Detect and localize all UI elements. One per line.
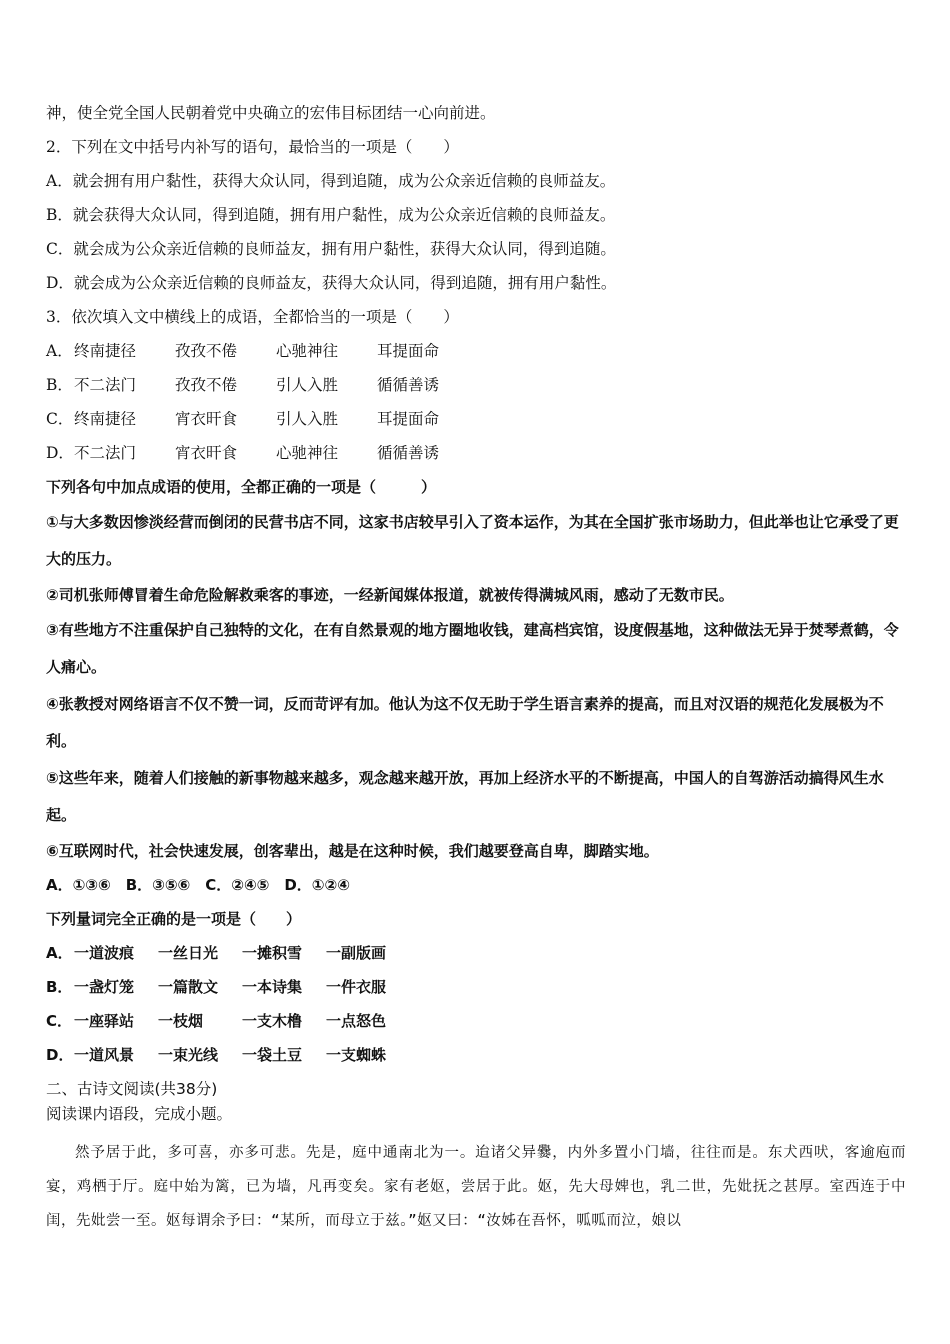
option-word: 循循善诱	[377, 376, 440, 394]
question-stem: 2．下列在文中括号内补写的语句，最恰当的一项是（ ）	[46, 138, 459, 156]
option-word: 循循善诱	[377, 444, 440, 462]
option-word: 一支木橹	[242, 1012, 303, 1030]
option-word: 一束光线	[158, 1046, 219, 1064]
option-word: 孜孜不倦	[175, 342, 238, 360]
sentence-2: ②司机张师傅冒着生命危险解救乘客的事迹，一经新闻媒体报道，就被传得满城风雨，感动了无数市民。	[46, 586, 734, 604]
option-word: 一丝日光	[158, 944, 219, 962]
option-a	[46, 334, 906, 368]
option-word: 一摊积雪	[242, 944, 303, 962]
answer-options: A．①③⑥ B．③⑤⑥ C．②④⑤ D．①②④	[46, 876, 350, 894]
option-word: 一座驿站	[74, 1012, 135, 1030]
option-label: D．	[46, 1046, 74, 1064]
option-label: D．	[46, 444, 74, 462]
option-label: A．	[46, 342, 73, 360]
option-word: 终南捷径	[74, 342, 137, 360]
option-word: 引人入胜	[276, 376, 339, 394]
option-word: 孜孜不倦	[175, 376, 238, 394]
option-a: A．就会拥有用户黏性，获得大众认同，得到追随，成为公众亲近信赖的良师益友。	[46, 172, 616, 190]
sentence-5: ⑤这些年来，随着人们接触的新事物越来越多，观念越来越开放，再加上经济水平的不断提高，中国人的自驾游活动搞得风生水起。	[46, 769, 884, 824]
option-c	[46, 402, 906, 436]
option-word: 终南捷径	[74, 410, 137, 428]
option-a	[46, 936, 906, 970]
classical-passage: 然予居于此，多可喜，亦多可悲。先是，庭中通南北为一。迨诸父异爨，内外多置小门墙，往往而是。东犬西吠，客逾庖而宴，鸡栖于厅。庭中始为篱，已为墙，凡再变矣。家有老妪，尝居于此。妪，先大母婢也，乳二世，先妣抚之甚厚。室西连于中闺，先妣尝一至。妪每谓余予曰：“某所，而母立于兹。”妪又曰：“汝姊在吾怀，呱呱而泣，娘以	[46, 1145, 906, 1229]
option-b	[46, 368, 906, 402]
option-word: 宵衣旰食	[175, 444, 238, 462]
option-word: 耳提面命	[377, 342, 440, 360]
option-word: 一道风景	[74, 1046, 135, 1064]
sentence-3: ③有些地方不注重保护自己独特的文化，在有自然景观的地方圈地收钱，建高档宾馆，设度假基地，这种做法无异于焚琴煮鹤，令人痛心。	[46, 621, 899, 676]
intro-line: 神，使全党全国人民朝着党中央确立的宏伟目标团结一心向前进。	[46, 104, 496, 122]
option-label: A．	[46, 944, 73, 962]
question-2	[46, 130, 906, 300]
option-word: 一本诗集	[242, 978, 303, 996]
option-word: 心驰神往	[276, 342, 339, 360]
option-word: 一件衣服	[326, 978, 387, 996]
option-word: 一盏灯笼	[74, 978, 135, 996]
section-instruction: 阅读课内语段，完成小题。	[46, 1105, 233, 1123]
option-word: 一副版画	[326, 944, 387, 962]
option-word: 一枝烟	[158, 1012, 204, 1030]
question-4	[46, 470, 906, 902]
document-page	[46, 96, 906, 1238]
section-2	[46, 1076, 906, 1238]
option-word: 一道波痕	[74, 944, 135, 962]
option-label: B．	[46, 376, 73, 394]
option-word: 引人入胜	[276, 410, 339, 428]
option-word: 不二法门	[74, 444, 137, 462]
section-title: 二、古诗文阅读(共38分)	[46, 1080, 218, 1098]
option-d: D．就会成为公众亲近信赖的良师益友，获得大众认同，得到追随，拥有用户黏性。	[46, 274, 617, 292]
option-word: 心驰神往	[276, 444, 339, 462]
option-c: C．就会成为公众亲近信赖的良师益友，拥有用户黏性，获得大众认同，得到追随。	[46, 240, 616, 258]
option-label: C．	[46, 1012, 73, 1030]
question-stem: 3．依次填入文中横线上的成语，全都恰当的一项是（ ）	[46, 308, 459, 326]
option-word: 不二法门	[74, 376, 137, 394]
option-label: B．	[46, 978, 73, 996]
option-b	[46, 970, 906, 1004]
sentence-1: ①与大多数因惨淡经营而倒闭的民营书店不同，这家书店较早引入了资本运作，为其在全国扩张市场助力，但此举也让它承受了更大的压力。	[46, 513, 899, 568]
question-5	[46, 902, 906, 1072]
option-word: 一袋土豆	[242, 1046, 303, 1064]
option-word: 一点怒色	[326, 1012, 387, 1030]
question-3	[46, 300, 906, 470]
question-stem: 下列量词完全正确的是一项是（ ）	[46, 910, 302, 928]
option-label: C．	[46, 410, 74, 428]
question-stem: 下列各句中加点成语的使用，全都正确的一项是（ ）	[46, 478, 437, 496]
option-b: B．就会获得大众认同，得到追随，拥有用户黏性，成为公众亲近信赖的良师益友。	[46, 206, 616, 224]
sentence-4: ④张教授对网络语言不仅不赞一词，反而苛评有加。他认为这不仅无助于学生语言素养的提高，而且对汉语的规范化发展极为不利。	[46, 695, 884, 750]
option-word: 一支蜘蛛	[326, 1046, 387, 1064]
option-d	[46, 436, 906, 470]
option-d	[46, 1038, 906, 1072]
option-word: 一篇散文	[158, 978, 219, 996]
option-word: 耳提面命	[377, 410, 440, 428]
option-word: 宵衣旰食	[175, 410, 238, 428]
sentence-6: ⑥互联网时代，社会快速发展，创客辈出，越是在这种时候，我们越要登高自卑，脚踏实地。	[46, 842, 659, 860]
option-c	[46, 1004, 906, 1038]
